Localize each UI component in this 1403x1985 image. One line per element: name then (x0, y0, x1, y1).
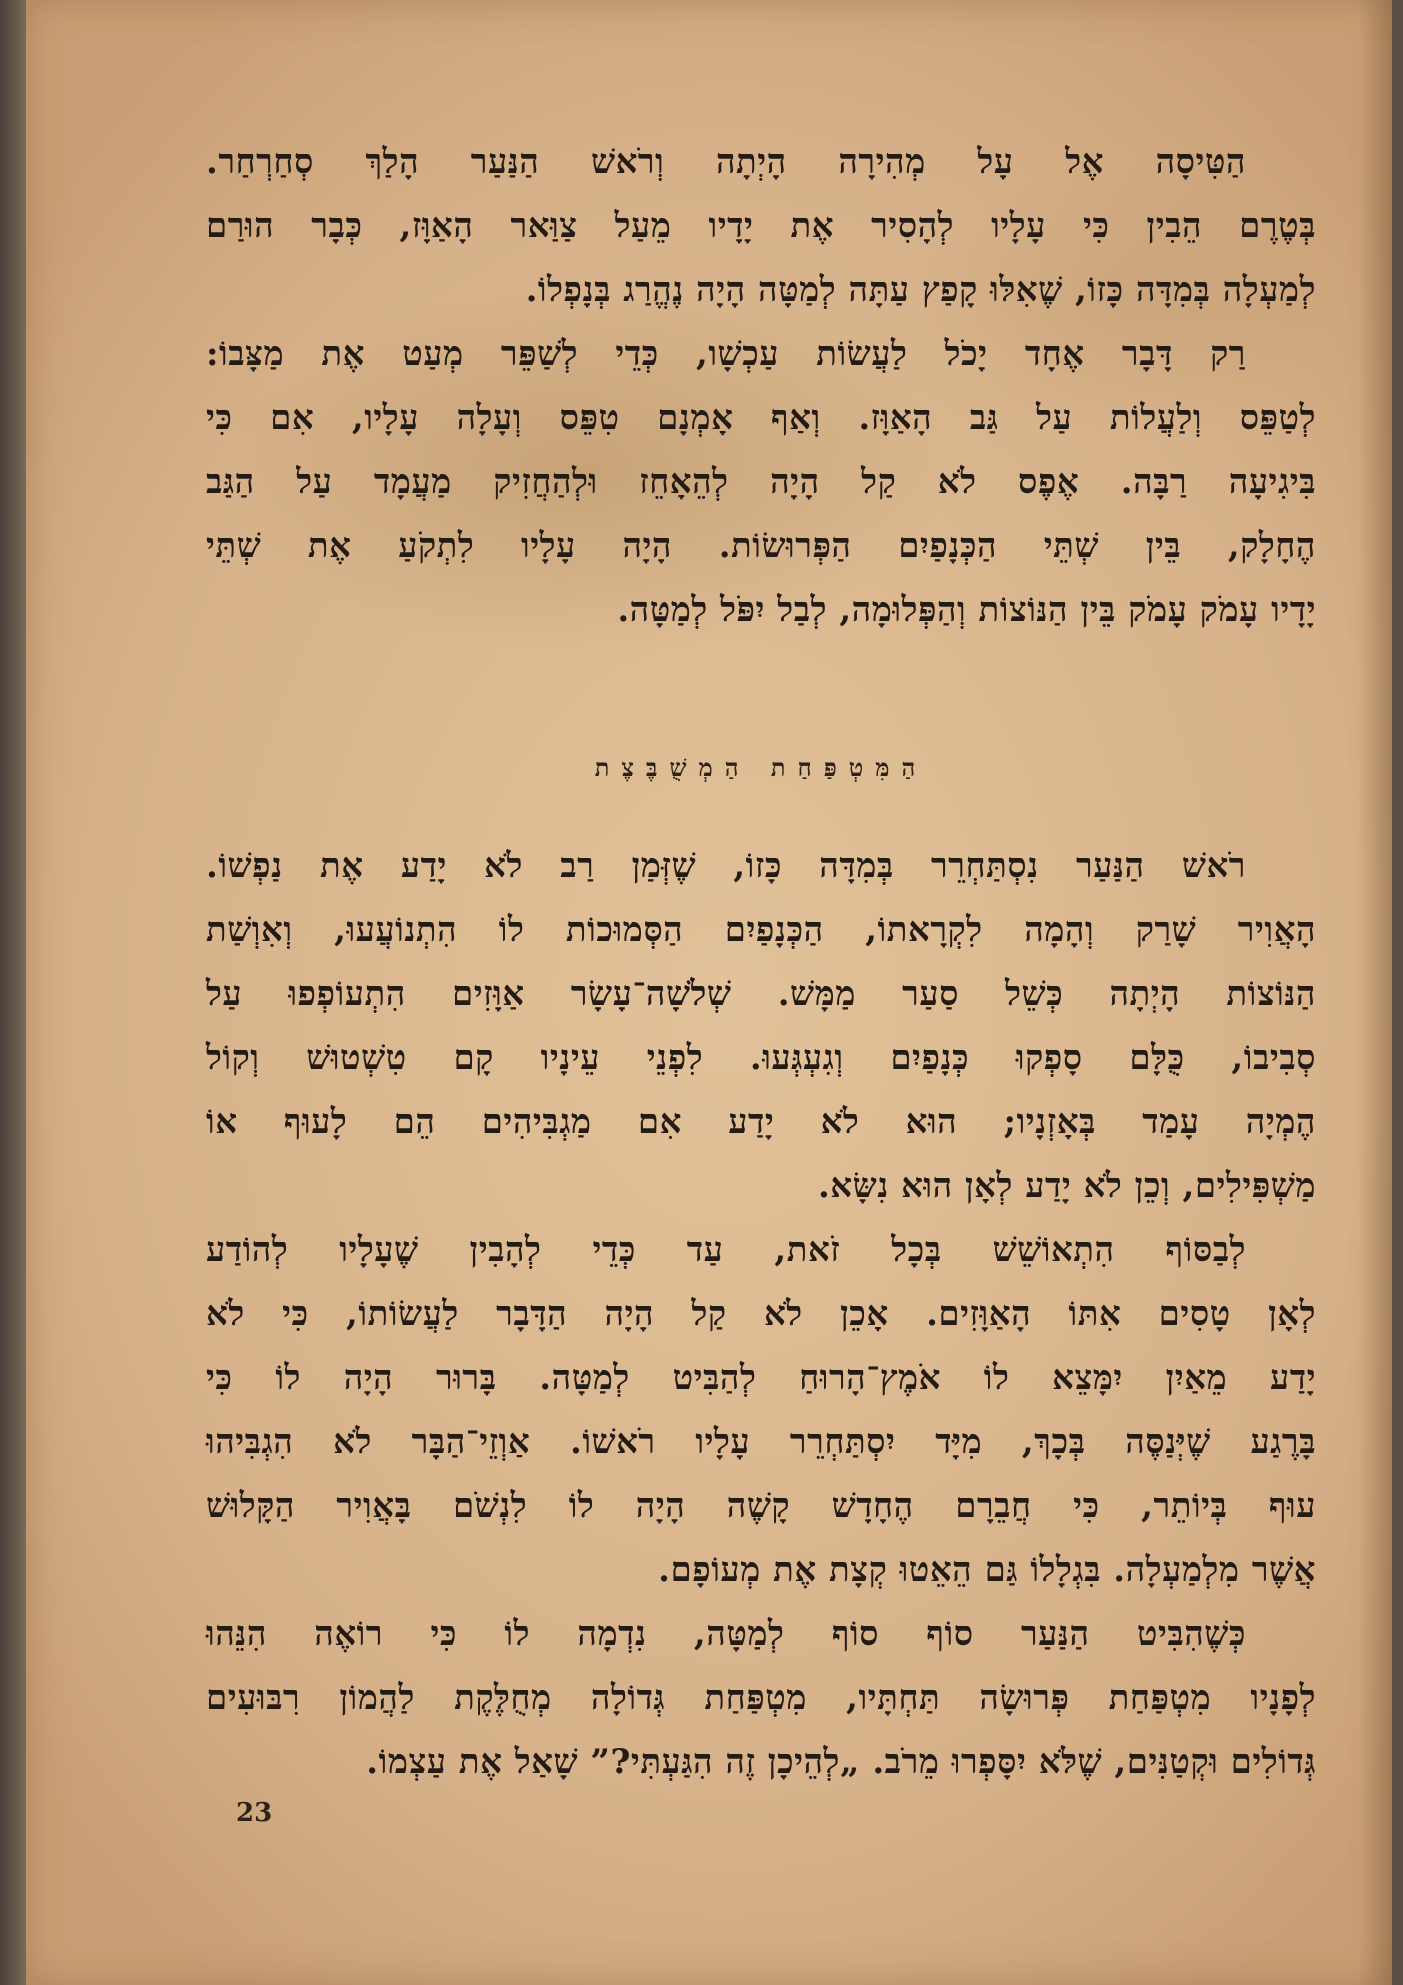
text-line: לְבַסּוֹף הִתְאוֹשֵׁשׁ בְּכָל זֹאת, עַד כְּדֵי לְהָבִין שֶׁעָלָיו לְהוֹדַע (206, 1230, 1246, 1270)
text-line: לְפָנָיו מִטְפַּחַת פְּרוּשָׂה תַּחְתָּיו, מִטְפַּחַת גְּדוֹלָה מְחֻלֶּקֶת לַהֲמוֹן רִבּוּעִים (206, 1678, 1316, 1718)
text-line: הַטִּיסָה אֶל עָל מְהִירָה הָיְתָה וְרֹאשׁ הַנַּעַר הָלַךְ סְחַרְחַר. (206, 142, 1246, 182)
text-line: יָדָיו עָמֹק עָמֹק בֵּין הַנּוֹצוֹת וְהַפְּלוּמָה, לְבַל יִפֹּל לְמַטָּה. (617, 590, 1316, 630)
text-line: רַק דָּבָר אֶחָד יָכֹל לַעֲשׂוֹת עַכְשָׁו, כְּדֵי לְשַׁפֵּר מְעַט אֶת מַצָּבוֹ: (206, 334, 1246, 374)
text-line: רֹאשׁ הַנַּעַר נִסְתַּחְרֵר בְּמִדָּה כָּזוֹ, שֶׁזְּמַן רַב לֹא יָדַע אֶת נַפְשׁוֹ. (206, 846, 1246, 886)
text-line: אֲשֶׁר מִלְמַעְלָה. בִּגְלָלוֹ גַּם הֵאֵטוּ קְצָת אֶת מְעוֹפָם. (658, 1550, 1316, 1590)
book-page (26, 0, 1392, 1985)
text-line: לְאָן טָסִים אִתּוֹ הָאַוָּזִים. אָכֵן לֹא קַל הָיָה הַדָּבָר לַעֲשׂוֹתוֹ, כִּי לֹא (206, 1294, 1316, 1334)
text-line: בָּרֶגַע שֶׁיְּנַסֶּה בְּכָךְ, מִיָּד יִסְתַּחְרֵר עָלָיו רֹאשׁוֹ. אַוְזֵי־הַבָּר לֹא הִגְבִּיהוּ (206, 1422, 1316, 1462)
text-line: גְּדוֹלִים וּקְטַנִּים, שֶׁלֹּא יִסָּפְרוּ מֵרֹב. „לְהֵיכָן זֶה הִגַּעְתִּי?” שָׁאַל אֶת עַצְמוֹ. (366, 1742, 1316, 1782)
text-line: הַנּוֹצוֹת הָיְתָה כְּשֵׁל סַעַר מַמָּשׁ. שְׁלֹשָׁה־עָשָׂר אַוָּזִים הִתְעוֹפְפוּ עַל (206, 974, 1316, 1014)
section-heading: הַמִּטְפַּחַת הַמְשֻׁבֶּצֶת (594, 753, 928, 782)
text-line: יָדַע מֵאַיִן יִמָּצֵא לוֹ אֹמֶץ־הָרוּחַ לְהַבִּיט לְמַטָּה. בָּרוּר הָיָה לוֹ כִּי (206, 1358, 1316, 1398)
text-line: בִּיגִיעָה רַבָּה. אֶפֶס לֹא קַל הָיָה לְהֵאָחֵז וּלְהַחֲזִיק מַעֲמָד עַל הַגַּב (206, 462, 1316, 502)
paragraph-4 (206, 1218, 1316, 1602)
text-line: הֶחָלָק, בֵּין שְׁתֵּי הַכְּנָפַיִם הַפְּרוּשׂוֹת. הָיָה עָלָיו לִתְקֹעַ אֶת שְׁתֵּי (206, 526, 1316, 566)
paragraph-1 (206, 130, 1316, 322)
text-line: לְטַפֵּס וְלַעֲלוֹת עַל גַּב הָאַוָּז. וְאַף אָמְנָם טִפֵּס וְעָלָה עָלָיו, אִם כִּי (206, 398, 1316, 438)
page-number: 23 (236, 1798, 273, 1828)
page-text-block (206, 130, 1316, 1794)
paragraph-5 (206, 1602, 1316, 1794)
paragraph-3 (206, 834, 1316, 1218)
text-line: עוּף בְּיוֹתֵר, כִּי חֲבֵרָם הֶחָדָשׁ קָשֶׁה הָיָה לוֹ לִנְשֹׁם בָּאֲוִיר הַקָּלוּשׁ (206, 1486, 1316, 1526)
text-line: בְּטֶרֶם הֵבִין כִּי עָלָיו לְהָסִיר אֶת יָדָיו מֵעַל צַוַּאר הָאַוָּז, כְּבָר הוּרַם (206, 206, 1316, 246)
text-line: סְבִיבוֹ, כֻּלָּם סָפְקוּ כְּנָפַיִם וְגִעְגְּעוּ. לִפְנֵי עֵינָיו קָם טִשְׁטוּשׁ וְקוֹל (206, 1038, 1316, 1078)
paragraph-2 (206, 322, 1316, 642)
text-line: לְמַעְלָה בְּמִדָּה כָּזוֹ, שֶׁאִלּוּ קָפַץ עַתָּה לְמַטָּה הָיָה נֶהֱרַג בְּנָפְלוֹ. (525, 270, 1316, 310)
text-line: כְּשֶׁהִבִּיט הַנַּעַר סוֹף סוֹף לְמַטָּה, נִדְמָה לוֹ כִּי רוֹאֶה הִנֵּהוּ (206, 1614, 1246, 1654)
book-binding-edge (0, 0, 26, 1985)
spacer (206, 798, 1316, 834)
text-line: הָאֲוִיר שָׁרַק וְהָמָה לִקְרָאתוֹ, הַכְּנָפַיִם הַסְּמוּכוֹת לוֹ הִתְנוֹעֲעוּ, וְאִוְשַׁת (206, 910, 1316, 950)
text-line: מַשְׁפִּילִים, וְכֵן לֹא יָדַע לְאָן הוּא נִשָּׂא. (817, 1166, 1316, 1206)
spacer (206, 642, 1316, 738)
text-line: הֶמְיָה עָמַד בְּאָזְנָיו; הוּא לֹא יָדַע אִם מַגְבִּיהִים הֵם לָעוּף אוֹ (206, 1102, 1316, 1142)
